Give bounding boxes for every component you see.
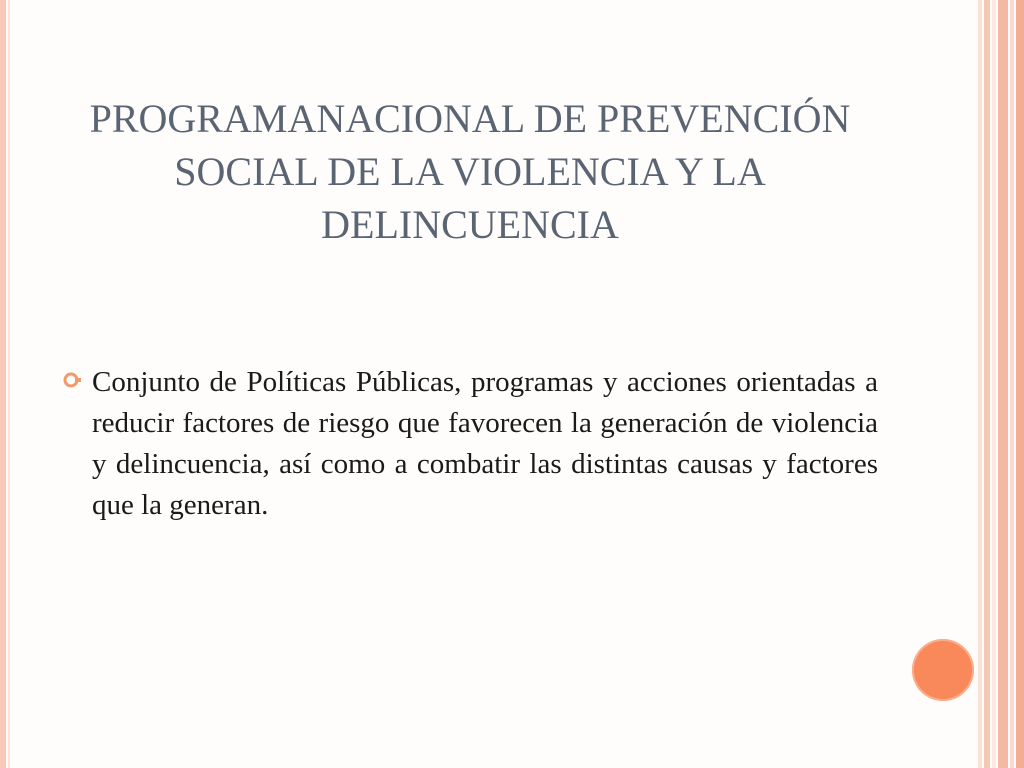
right-decor-stripe (984, 0, 990, 768)
slide-title: PROGRAMANACIONAL DE PREVENCIÓN SOCIAL DE LA VIOLENCIA Y LA DELINCUENCIA (89, 96, 851, 247)
ring-bullet-icon (62, 370, 84, 390)
right-decor-stripe (998, 0, 1008, 768)
right-decor-stripe (1010, 0, 1014, 768)
decorative-orange-circle (912, 639, 974, 701)
bullet-text: Conjunto de Políticas Públicas, programas y acciones orientadas a reducir factores de riesgo que favorecen la generación de violencia y delincuencia, así como a combatir las distintas causas y factores que la generan. (92, 366, 878, 521)
left-border-line (8, 0, 10, 768)
right-decor-stripe (992, 0, 996, 768)
right-decor-stripe (978, 0, 982, 768)
left-border-stripe (0, 0, 6, 768)
right-decor-stripe (1016, 0, 1024, 768)
